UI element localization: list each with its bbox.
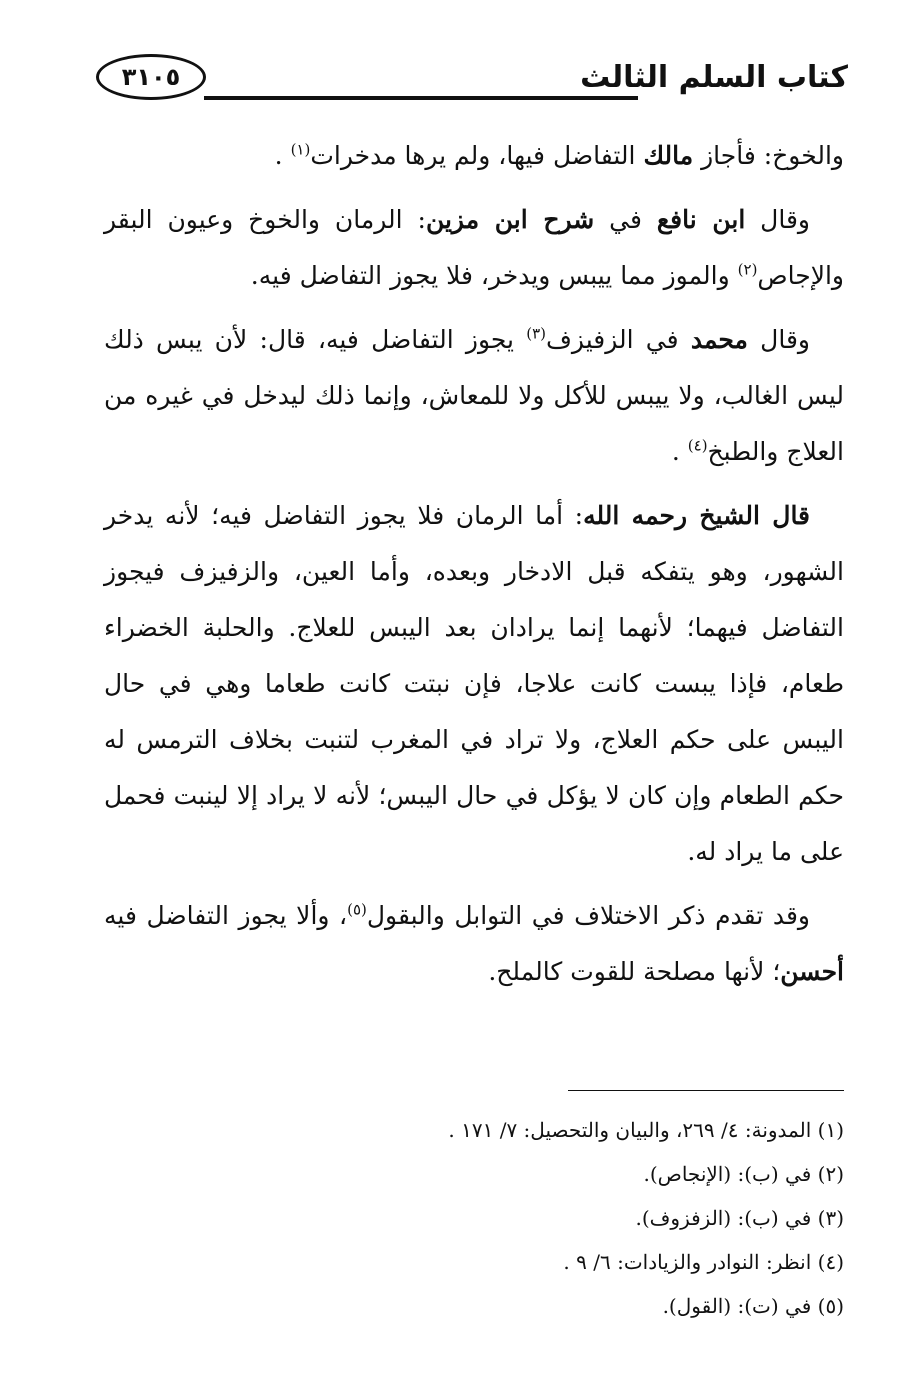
footnotes <box>104 1108 844 1328</box>
text-segment: في الزفيزف <box>546 325 691 354</box>
paragraph <box>104 192 844 304</box>
footnote-marker: (٣) <box>526 324 546 343</box>
footnote-item: (٢) في (ب): (الإنجاص). <box>643 1162 844 1186</box>
page-header <box>96 52 848 108</box>
footnote-marker: (٢) <box>737 260 758 279</box>
text-segment: مالك <box>643 141 694 170</box>
text-segment: ؛ لأنها مصلحة للقوت كالملح. <box>488 957 781 986</box>
footnote-item: (٣) في (ب): (الزفزوف). <box>635 1206 844 1230</box>
text-segment: : أما الرمان فلا يجوز التفاضل فيه؛ لأنه يدخر الشهور، وهو يتفكه قبل الادخار وبعده، وأما العين، والزفيزف فيجوز التفاضل فيهما؛ لأنهما إنما يرادان بعد اليبس للعلاج. والحلبة الخضراء طعام، فإذا يبست كانت علاجا، فإن نبتت كانت طعاما وهي في حال اليبس على حكم العلاج، ولا تراد في المغرب لتنبت بخلاف الترمس له حكم الطعام وإن كان لا يؤكل في حال اليبس؛ لأنه لا يراد إلا لينبت فحمل على ما يراد له. <box>104 501 844 866</box>
text-segment: والخوخ: فأجاز <box>693 141 844 170</box>
text-segment: قال الشيخ رحمه الله <box>583 501 811 530</box>
text-segment: وقال <box>745 205 810 234</box>
text-segment: : الرمان والخوخ وعيون البقر والإجاص <box>104 205 844 290</box>
text-segment: والموز مما ييبس ويدخر، فلا يجوز التفاضل فيه. <box>250 261 738 290</box>
footnote-item: (٤) انظر: النوادر والزيادات: ٦/ ٩ . <box>563 1250 844 1274</box>
text-segment: يجوز التفاضل فيه، قال: لأن يبس ذلك ليس الغالب، ولا ييبس للأكل ولا للمعاش، وإنما ذلك ليدخل في غيره من العلاج والطبخ <box>104 325 844 466</box>
footnote-marker: (٥) <box>347 900 367 919</box>
paragraph <box>104 488 844 880</box>
text-segment: . <box>274 141 291 170</box>
footnote-marker: (٤) <box>687 436 708 455</box>
footnote-item: (١) المدونة: ٤/ ٢٦٩، والبيان والتحصيل: ٧/ ١٧١ . <box>448 1118 844 1142</box>
text-segment: التفاضل فيها، ولم يرها مدخرات <box>310 141 644 170</box>
text-segment: ، وألا يجوز التفاضل فيه <box>104 901 348 930</box>
text-segment: ابن نافع <box>656 205 746 234</box>
page-number-badge <box>96 54 206 100</box>
main-text <box>104 128 844 1008</box>
text-segment: . <box>671 437 688 466</box>
text-segment: وقال <box>747 325 810 354</box>
footnote-marker: (١) <box>290 140 311 159</box>
text-segment: أحسن <box>780 957 844 986</box>
text-segment: وقد تقدم ذكر الاختلاف في التوابل والبقول <box>366 901 810 930</box>
paragraph <box>104 312 844 480</box>
footnote-separator <box>568 1090 844 1091</box>
paragraph <box>104 888 844 1000</box>
footnote-item: (٥) في (ت): (القول). <box>662 1294 844 1318</box>
page-number: ٣١٠٥ <box>121 63 181 91</box>
text-segment: في <box>594 205 657 234</box>
book-title: كتاب السلم الثالث <box>580 60 848 95</box>
text-segment: شرح ابن مزين <box>425 205 595 234</box>
paragraph <box>104 128 844 184</box>
header-rule <box>204 96 638 100</box>
text-segment: محمد <box>690 325 748 354</box>
